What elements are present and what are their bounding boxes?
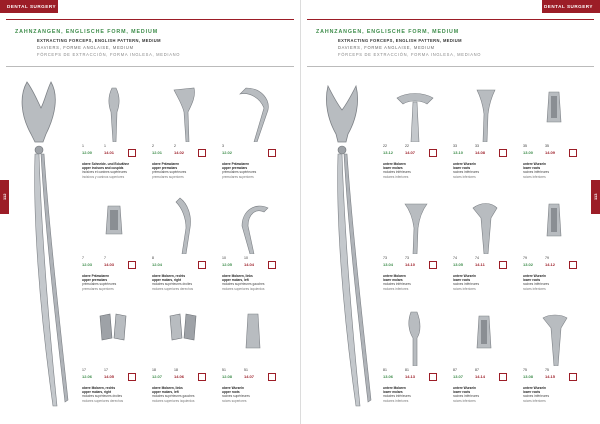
order-code-plain: 10 12.05 xyxy=(222,256,233,267)
order-code-tc: 22 14.07 xyxy=(405,144,416,155)
order-code-plain: 33 13.10 xyxy=(453,144,464,155)
product-card xyxy=(523,80,587,195)
forceps-image xyxy=(457,196,513,254)
order-code-plain: 73 13.04 xyxy=(383,256,394,267)
forceps-image xyxy=(387,84,443,142)
order-checkbox[interactable] xyxy=(198,149,206,157)
product-card xyxy=(453,80,517,195)
large-forceps-image xyxy=(13,76,69,416)
order-code-tc: 2 14.02 xyxy=(174,144,185,155)
item-description: obere Schneide- und Eckzähne upper incisors and cuspids incisives et canines supérieures incisivos y caninos superiores xyxy=(82,162,130,179)
item-description: obere Prämolaren upper premolars prémolaires supérieures premolares superiores xyxy=(222,162,257,179)
order-codes xyxy=(222,368,286,388)
order-checkbox[interactable] xyxy=(569,261,577,269)
product-card xyxy=(82,304,146,419)
order-code-plain: 8 12.04 xyxy=(152,256,163,267)
forceps-image xyxy=(156,196,212,254)
product-card xyxy=(222,80,286,195)
product-card xyxy=(152,304,216,419)
order-codes xyxy=(523,256,587,276)
order-codes xyxy=(383,368,447,388)
item-description: untere Wurzeln lower roots racines inférieures raíces inferiores xyxy=(453,386,480,403)
order-code-tc: 79 14.12 xyxy=(545,256,556,267)
order-code-plain: 17 12.06 xyxy=(82,368,93,379)
forceps-image xyxy=(387,308,443,366)
heading-french: DAVIERS, FORME ANGLAISE, MEDIUM xyxy=(37,45,134,50)
order-checkbox[interactable] xyxy=(429,373,437,381)
page-heading xyxy=(316,29,586,57)
order-checkbox[interactable] xyxy=(268,261,276,269)
order-codes xyxy=(453,144,517,164)
heading-spanish: FÓRCEPS DE EXTRACCIÓN, FORMA INGLESA, MEDIANO xyxy=(338,52,482,57)
order-checkbox[interactable] xyxy=(429,149,437,157)
order-codes xyxy=(82,368,146,388)
forceps-image xyxy=(86,196,142,254)
order-codes xyxy=(523,144,587,164)
order-code-plain: 3 12.02 xyxy=(222,144,233,155)
right-page xyxy=(300,0,600,424)
order-code-plain: 35 13.00 xyxy=(523,144,534,155)
item-description: obere Molaren, links upper molars, left molaires supérieures gauches molares superiores izquierdos xyxy=(152,386,195,403)
order-checkbox[interactable] xyxy=(499,373,507,381)
order-checkbox[interactable] xyxy=(499,149,507,157)
order-code-plain: 2 12.01 xyxy=(152,144,163,155)
heading-german: ZAHNZANGEN, ENGLISCHE FORM, MEDIUM xyxy=(15,29,159,35)
forceps-image xyxy=(226,84,282,142)
order-codes xyxy=(453,368,517,388)
order-code-plain: 81 13.06 xyxy=(383,368,394,379)
item-description: untere Molaren lower molars molaires inférieures molares inferiores xyxy=(383,162,411,179)
forceps-image xyxy=(226,196,282,254)
order-codes xyxy=(523,368,587,388)
item-description: obere Molaren, rechts upper molars, right molaires supérieures droites molares superiores derechos xyxy=(82,386,124,403)
order-code-tc: 74 14.11 xyxy=(475,256,485,267)
item-description: obere Molaren, rechts upper molars, right molaires supérieures droites molares superiores derechos xyxy=(152,274,194,291)
order-codes xyxy=(152,368,216,388)
product-card xyxy=(523,304,587,419)
forceps-image xyxy=(86,308,142,366)
order-code-plain: 51 12.08 xyxy=(222,368,233,379)
order-codes xyxy=(152,256,216,276)
product-card xyxy=(453,192,517,307)
heading-english: EXTRACTING FORCEPS, ENGLISH PATTERN, MEDIUM xyxy=(37,38,161,43)
order-code-tc: 51 14.07 xyxy=(244,368,255,379)
order-code-tc: 35 14.09 xyxy=(545,144,556,155)
order-codes xyxy=(383,144,447,164)
order-code-plain: 87 13.07 xyxy=(453,368,464,379)
order-code-tc: 10 14.04 xyxy=(244,256,255,267)
order-code-plain: 75 13.08 xyxy=(523,368,534,379)
item-description: untere Wurzeln lower roots racines inférieures raíces inferiores xyxy=(453,274,480,291)
order-code-plain: 79 13.02 xyxy=(523,256,534,267)
section-label: DENTAL SURGERY xyxy=(0,0,58,13)
forceps-image xyxy=(527,196,583,254)
item-description: obere Prämolaren upper premolars prémolaires supérieures premolares superiores xyxy=(82,274,117,291)
item-description: untere Molaren lower molars molaires inférieures molares inferiores xyxy=(383,386,411,403)
product-card xyxy=(222,192,286,307)
forceps-image xyxy=(457,84,513,142)
forceps-image xyxy=(527,308,583,366)
heading-english: EXTRACTING FORCEPS, ENGLISH PATTERN, MEDIUM xyxy=(338,38,462,43)
product-card xyxy=(523,192,587,307)
product-card xyxy=(383,304,447,419)
order-code-plain: 1 12.00 xyxy=(82,144,93,155)
forceps-image xyxy=(387,196,443,254)
order-checkbox[interactable] xyxy=(569,373,577,381)
top-rule xyxy=(6,19,294,20)
order-code-tc xyxy=(174,256,196,276)
item-description: obere Prämolaren upper premolars prémolaires supérieures premolares superiores xyxy=(152,162,187,179)
forceps-image xyxy=(156,308,212,366)
order-code-tc: 1 14.01 xyxy=(104,144,115,155)
heading-german: ZAHNZANGEN, ENGLISCHE FORM, MEDIUM xyxy=(316,29,460,35)
order-checkbox[interactable] xyxy=(499,261,507,269)
item-description: untere Wurzeln lower roots racines inférieures raíces inferiores xyxy=(523,274,550,291)
order-code-tc: 73 14.10 xyxy=(405,256,416,267)
order-code-tc: 87 14.14 xyxy=(475,368,486,379)
forceps-image xyxy=(226,308,282,366)
heading-spanish: FÓRCEPS DE EXTRACCIÓN, FORMA INGLESA, MEDIANO xyxy=(37,52,181,57)
section-label: DENTAL SURGERY xyxy=(542,0,600,13)
order-codes xyxy=(82,144,146,164)
forceps-image xyxy=(156,84,212,142)
forceps-image xyxy=(457,308,513,366)
product-card xyxy=(152,192,216,307)
order-checkbox[interactable] xyxy=(128,149,136,157)
item-description: untere Wurzeln lower roots racines inférieures raíces inferiores xyxy=(523,162,550,179)
product-card xyxy=(383,192,447,307)
order-codes xyxy=(453,256,517,276)
order-code-tc: 75 14.15 xyxy=(545,368,556,379)
order-codes xyxy=(222,144,286,164)
order-code-tc: 81 14.13 xyxy=(405,368,416,379)
order-checkbox[interactable] xyxy=(569,149,577,157)
order-code-plain: 18 12.07 xyxy=(152,368,163,379)
order-codes xyxy=(383,256,447,276)
large-forceps-image xyxy=(316,76,372,416)
product-card xyxy=(453,304,517,419)
order-codes xyxy=(222,256,286,276)
order-checkbox[interactable] xyxy=(128,373,136,381)
item-description: untere Molaren lower molars molaires inférieures molares inferiores xyxy=(383,274,411,291)
order-code-plain: 7 12.03 xyxy=(82,256,93,267)
order-code-tc: 7 14.03 xyxy=(104,256,115,267)
item-description: untere Wurzeln lower roots racines inférieures raíces inferiores xyxy=(523,386,550,403)
heading-rule xyxy=(6,66,294,67)
product-card xyxy=(222,304,286,419)
product-card xyxy=(82,192,146,307)
order-code-tc: 17 14.05 xyxy=(104,368,115,379)
item-description: obere Wurzeln upper roots racines supérieures raíces superiores xyxy=(222,386,250,403)
product-card xyxy=(82,80,146,195)
order-code-tc xyxy=(244,144,266,164)
heading-french: DAVIERS, FORME ANGLAISE, MEDIUM xyxy=(338,45,435,50)
order-checkbox[interactable] xyxy=(268,149,276,157)
order-code-plain: 22 13.12 xyxy=(383,144,394,155)
item-description: untere Wurzeln lower roots racines inférieures raíces inferiores xyxy=(453,162,480,179)
product-card xyxy=(383,80,447,195)
product-card xyxy=(152,80,216,195)
order-checkbox[interactable] xyxy=(198,373,206,381)
heading-rule xyxy=(307,66,594,67)
order-code-tc: 33 14.08 xyxy=(475,144,486,155)
forceps-image xyxy=(527,84,583,142)
page-heading xyxy=(15,29,285,57)
order-checkbox[interactable] xyxy=(128,261,136,269)
order-code-tc: 18 14.06 xyxy=(174,368,185,379)
top-rule xyxy=(307,19,594,20)
item-description: obere Molaren, links upper molars, left molaires supérieures gauches molares superiores izquierdos xyxy=(222,274,265,291)
forceps-image xyxy=(86,84,142,142)
order-checkbox[interactable] xyxy=(268,373,276,381)
order-codes xyxy=(152,144,216,164)
order-code-plain: 74 13.05 xyxy=(453,256,464,267)
order-checkbox[interactable] xyxy=(429,261,437,269)
order-checkbox[interactable] xyxy=(198,261,206,269)
page-number: 113 xyxy=(591,180,600,214)
page-number: 112 xyxy=(0,180,9,214)
order-codes xyxy=(82,256,146,276)
